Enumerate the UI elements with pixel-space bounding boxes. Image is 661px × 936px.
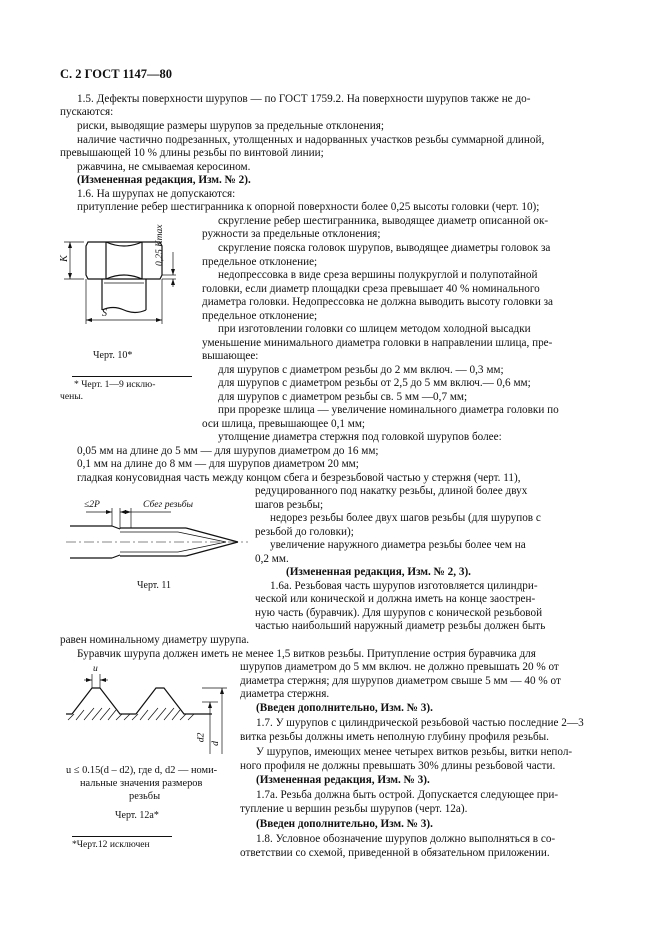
- p1-6a-line5: равен номинальному диаметру шурупа.: [60, 634, 250, 646]
- p1-6-r24: резьбой до головки);: [255, 526, 354, 538]
- p1-6a-line9: диаметра стержня.: [240, 688, 330, 700]
- p1-6a-line8: диаметра стержня; для шурупов диаметром свыше 5 мм — 40 % от: [240, 675, 561, 687]
- p1-6-r16: оси шлица, превышающее 0,1 мм;: [202, 418, 366, 430]
- fig10-footnote-rule: [72, 376, 192, 377]
- p1-5-line5: превышающей 10 % длины резьбы по винтовой линии;: [60, 147, 324, 159]
- p1-8-line2: ответствии со схемой, приведенной в обязательном приложении.: [240, 847, 550, 859]
- p1-6-r2: ружности за предельные отклонения;: [202, 228, 381, 240]
- p1-8-line1: 1.8. Условное обозначение шурупов должно выполняться в со-: [256, 833, 556, 845]
- fig12a-caption: Черт. 12а*: [115, 810, 159, 821]
- p1-5-line3: риски, выводящие размеры шурупов за предельные отклонения;: [77, 120, 385, 132]
- fig12a-formula-line2: нальные значения размеров: [80, 778, 203, 789]
- p1-6-r7: диаметра головки. Недопрессовка не должна выводить высоту головки за: [202, 296, 554, 308]
- p1-6-r14: для шурупов с диаметром резьбы св. 5 мм —0,7 мм;: [218, 391, 468, 403]
- p1-6a-line3: ную часть (буравчик). Для шурупов с конической резьбовой: [255, 607, 543, 619]
- fig10-label-kmax: 0,25 Kmax: [154, 224, 165, 266]
- fig12a-label-d2: d2: [195, 732, 207, 743]
- p1-6-r23: недорез резьбы более двух шагов резьбы (для шурупов с: [270, 512, 541, 524]
- p1-6-r9: при изготовлении головки со шлицем методом холодной высадки: [218, 323, 531, 335]
- fig12a-formula-line1: u ≤ 0.15(d – d2), где d, d2 — номи-: [66, 765, 218, 776]
- p1-6a-line7: шурупов диаметром до 5 мм включ. не должно превышать 20 % от: [240, 661, 559, 673]
- p1-5-line4: наличие частично подрезанных, утолщенных и надорванных участков резьбы суммарной длиной,: [77, 134, 545, 146]
- p1-6a-line2: ческой или конической и должна иметь на конце заострен-: [255, 593, 536, 605]
- p1-6-r4: предельное отклонение;: [202, 256, 318, 268]
- p1-6-r6: головки, если диаметр площадки среза превышает 40 % номинального: [202, 283, 540, 295]
- p1-6a-line1: 1.6а. Резьбовая часть шурупов изготовляется цилиндри-: [270, 580, 538, 592]
- p1-7-line4: ного профиля не должны превышать 30% длины резьбовой части.: [240, 760, 556, 772]
- p1-6-r3: скругление пояска головок шурупов, выводящее диаметры головок за: [218, 242, 551, 254]
- fig11-label-2p: ≤2P: [84, 499, 100, 510]
- p1-6-r13: для шурупов с диаметром резьбы от 2,5 до 5 мм включ.— 0,6 мм;: [218, 377, 531, 389]
- figure-12a-drawing: [62, 668, 232, 758]
- p1-6-line1: 1.6. На шурупах не допускаются:: [77, 188, 236, 200]
- fig12a-footnote-rule: [72, 836, 172, 837]
- p1-5-line1: 1.5. Дефекты поверхности шурупов — по ГОСТ 1759.2. На поверхности шурупов также не до-: [77, 93, 531, 105]
- p1-6-r1: скругление ребер шестигранника, выводящее диаметр описанной ок-: [218, 215, 549, 227]
- p1-6-line2: притупление ребер шестигранника к опорной поверхности более 0,25 высоты головки (черт. 10);: [77, 201, 540, 213]
- fig10-label-s: S: [102, 308, 107, 319]
- fig12a-footnote: *Черт.12 исключен: [72, 839, 150, 850]
- p1-6-amendment: (Измененная редакция, Изм. № 2, 3).: [286, 566, 471, 578]
- fig12a-formula-line3: резьбы: [129, 791, 161, 802]
- fig10-label-k: K: [58, 255, 70, 262]
- p1-6-r17: утолщение диаметра стержня под головкой шурупов более:: [218, 431, 502, 443]
- p1-6-r15: при прорезке шлица — увеличение номинального диаметра головки по: [218, 404, 559, 416]
- p1-6-r20: гладкая конусовидная часть между концом сбега и безрезьбовой частью у стержня (черт. 11),: [77, 472, 521, 484]
- p1-6a-line4: частью наибольший наружный диаметр резьбы должен быть: [255, 620, 546, 632]
- p1-6-r8: предельное отклонение;: [202, 310, 318, 322]
- p1-6-r18: 0,05 мм на длине до 5 мм — для шурупов диаметром до 16 мм;: [77, 445, 379, 457]
- fig11-label-thread-runout: Сбег резьбы: [143, 499, 194, 510]
- p1-7a-line2: тупление u вершин резьбы шурупов (черт. 12а).: [240, 803, 468, 815]
- fig10-footnote-line2: чены.: [60, 391, 84, 402]
- fig12a-label-d: d: [209, 741, 221, 746]
- p1-7a-line1: 1.7а. Резьба должна быть острой. Допускается следующее при-: [256, 789, 559, 801]
- p1-7-line3: У шурупов, имеющих менее четырех витков резьбы, витки непол-: [256, 746, 573, 758]
- p1-7-line1: 1.7. У шурупов с цилиндрической резьбовой частью последние 2—3: [256, 717, 584, 729]
- p1-6-r22: шагов резьбы;: [255, 499, 324, 511]
- page-header: С. 2 ГОСТ 1147—80: [60, 67, 172, 81]
- p1-6-r5: недопрессовка в виде среза вершины полукруглой и полупотайной: [218, 269, 538, 281]
- fig10-caption: Черт. 10*: [93, 350, 133, 361]
- p1-6-r11: вышающее:: [202, 350, 259, 362]
- figure-10-drawing: [58, 232, 198, 342]
- p1-6-r21: редуцированного под накатку резьбы, длиной более двух: [255, 485, 528, 497]
- fig12a-label-u: u: [93, 663, 98, 674]
- p1-6a-amendment: (Введен дополнительно, Изм. № 3).: [256, 702, 433, 714]
- p1-5-line2: пускаются:: [60, 106, 114, 118]
- p1-6-r19: 0,1 мм на длине до 8 мм — для шурупов диаметром 20 мм;: [77, 458, 359, 470]
- p1-6a-line6: Буравчик шурупа должен иметь не менее 1,5 витков резьбы. Притупление острия буравчика для: [77, 648, 536, 660]
- fig11-caption: Черт. 11: [137, 580, 172, 591]
- p1-5-amendment: (Измененная редакция, Изм. № 2).: [77, 174, 251, 186]
- p1-7-amendment: (Измененная редакция, Изм. № 3).: [256, 774, 430, 786]
- p1-6-r12: для шурупов с диаметром резьбы до 2 мм включ. — 0,3 мм;: [218, 364, 504, 376]
- p1-6-r25: увеличение наружного диаметра резьбы более чем на: [270, 539, 526, 551]
- p1-7a-amendment: (Введен дополнительно, Изм. № 3).: [256, 818, 433, 830]
- p1-7-line2: витка резьбы должны иметь неполную глубину профиля резьбы.: [240, 731, 549, 743]
- p1-6-r10: уменьшение минимального диаметра головки в направлении шлица, пре-: [202, 337, 553, 349]
- p1-6-r26: 0,2 мм.: [255, 553, 289, 565]
- fig10-footnote-line1: * Черт. 1—9 исклю-: [74, 379, 156, 390]
- p1-5-line6: ржавчина, не смываемая керосином.: [77, 161, 251, 173]
